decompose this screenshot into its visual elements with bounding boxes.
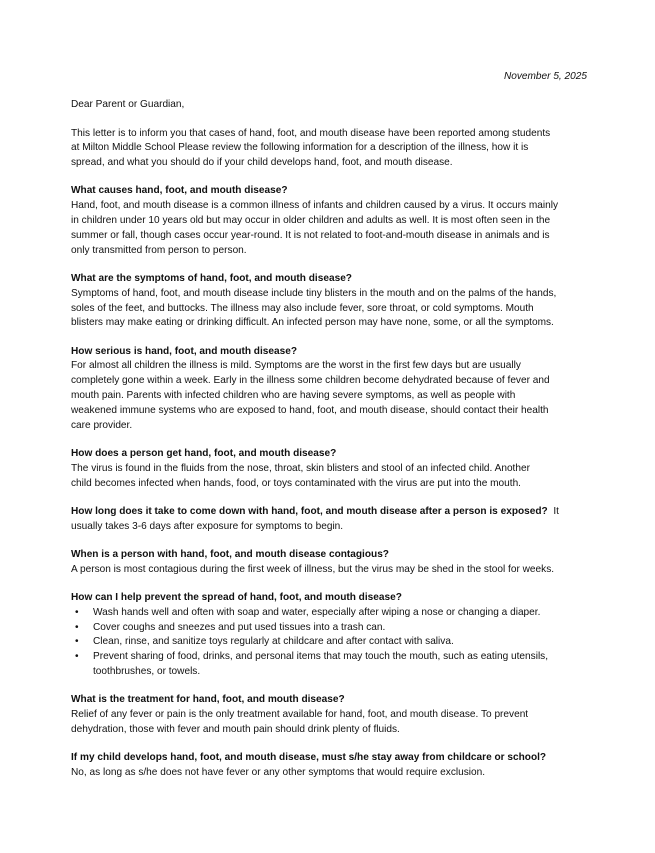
text-line: Cover coughs and sneezes and put used tissues into a trash can. xyxy=(93,621,386,633)
text-line: blisters may make eating or drinking difficult. An infected person may have none, some, or all the symptoms. xyxy=(71,317,554,329)
text-line: The virus is found in the fluids from the nose, throat, skin blisters and stool of an infected child. Another xyxy=(71,462,530,474)
text-line: No, as long as s/he does not have fever or any other symptoms that would require exclusion. xyxy=(71,766,486,778)
text-line: completely gone within a week. Early in the illness some children become dehydrated because of fever and xyxy=(71,375,550,387)
section xyxy=(71,184,587,258)
section-heading: How long does it take to come down with hand, foot, and mouth disease after a person is exposed? xyxy=(71,505,548,517)
text-line: A person is most contagious during the first week of illness, but the virus may be shed in the stool for weeks. xyxy=(71,563,555,575)
text-line: summer or fall, though cases occur year-round. It is not related to foot-and-mouth disease in animals and is xyxy=(71,229,550,241)
text-line: Relief of any fever or pain is the only treatment available for hand, foot, and mouth disease. To prevent xyxy=(71,709,529,721)
letter xyxy=(71,70,587,781)
section-heading: What are the symptoms of hand, foot, and mouth disease? xyxy=(71,272,352,284)
text-line: at Milton Middle School Please review the following information for a description of the illness, how it is xyxy=(71,142,529,154)
text-line: usually takes 3-6 days after exposure for symptoms to begin. xyxy=(71,520,344,532)
section xyxy=(71,272,587,331)
list-item xyxy=(71,606,587,621)
section-exclusion xyxy=(71,751,587,781)
bullet-icon: • xyxy=(75,651,79,663)
section xyxy=(71,345,587,434)
text-line: Symptoms of hand, foot, and mouth disease include tiny blisters in the mouth and on the palms of the hands, xyxy=(71,287,557,299)
text-line: dehydration, those with fever and mouth pain should drink plenty of fluids. xyxy=(71,723,400,735)
text-fragment: It xyxy=(547,505,559,517)
salutation: Dear Parent or Guardian, xyxy=(71,99,185,111)
text-line: Prevent sharing of food, drinks, and personal items that may touch the mouth, such as eating utensils, xyxy=(93,651,549,663)
section xyxy=(71,447,587,491)
section-treatment xyxy=(71,693,587,737)
section-heading: When is a person with hand, foot, and mouth disease contagious? xyxy=(71,548,389,560)
list-item xyxy=(71,635,587,650)
section-heading: What causes hand, foot, and mouth disease? xyxy=(71,185,288,197)
section-incubation xyxy=(71,505,587,535)
text-line: Clean, rinse, and sanitize toys regularly at childcare and after contact with saliva. xyxy=(93,636,454,648)
list-item xyxy=(71,650,587,680)
section-contagious xyxy=(71,548,587,578)
text-line: mouth pain. Parents with infected children who are having severe symptoms, as well as people with xyxy=(71,390,516,402)
section-heading: How does a person get hand, foot, and mouth disease? xyxy=(71,447,337,459)
section-heading: What is the treatment for hand, foot, and mouth disease? xyxy=(71,694,345,706)
text-line: toothbrushes, or towels. xyxy=(93,666,201,677)
section-heading: If my child develops hand, foot, and mouth disease, must s/he stay away from childcare or school? xyxy=(71,752,547,764)
bullet-icon: • xyxy=(75,636,79,648)
section-heading: How can I help prevent the spread of hand, foot, and mouth disease? xyxy=(71,592,402,604)
text-line: in children under 10 years old but may occur in older children and adults as well. It is most often seen in the xyxy=(71,215,551,227)
letter-date: November 5, 2025 xyxy=(503,71,587,82)
text-line: soles of the feet, and buttocks. The illness may also include fever, sore throat, or cold symptoms. Mouth xyxy=(71,302,534,314)
text-line: spread, and what you should do if your child develops hand, foot, and mouth disease. xyxy=(71,157,453,169)
intro-paragraph xyxy=(71,127,587,171)
text-line: weakened immune systems who are exposed to hand, foot, and mouth disease, should contact their health xyxy=(71,404,549,416)
list-item xyxy=(71,621,587,636)
bullet-icon: • xyxy=(75,621,79,633)
section-heading: How serious is hand, foot, and mouth disease? xyxy=(71,345,298,357)
text-line: child becomes infected when hands, food, or toys contaminated with the virus are put into the mouth. xyxy=(71,477,521,489)
text-line: only transmitted from person to person. xyxy=(71,244,247,256)
text-line: Hand, foot, and mouth disease is a common illness of infants and children caused by a virus. It occurs mainly xyxy=(71,200,558,212)
section-prevention xyxy=(71,591,587,680)
bullet-icon: • xyxy=(75,606,79,618)
text-line: This letter is to inform you that cases of hand, foot, and mouth disease have been reported among students xyxy=(71,127,551,139)
text-line: Wash hands well and often with soap and water, especially after wiping a nose or changing a diaper. xyxy=(93,606,541,618)
prevention-list xyxy=(71,606,587,680)
text-line: care provider. xyxy=(71,419,133,431)
text-line: For almost all children the illness is mild. Symptoms are the worst in the first few days but are usually xyxy=(71,360,521,372)
